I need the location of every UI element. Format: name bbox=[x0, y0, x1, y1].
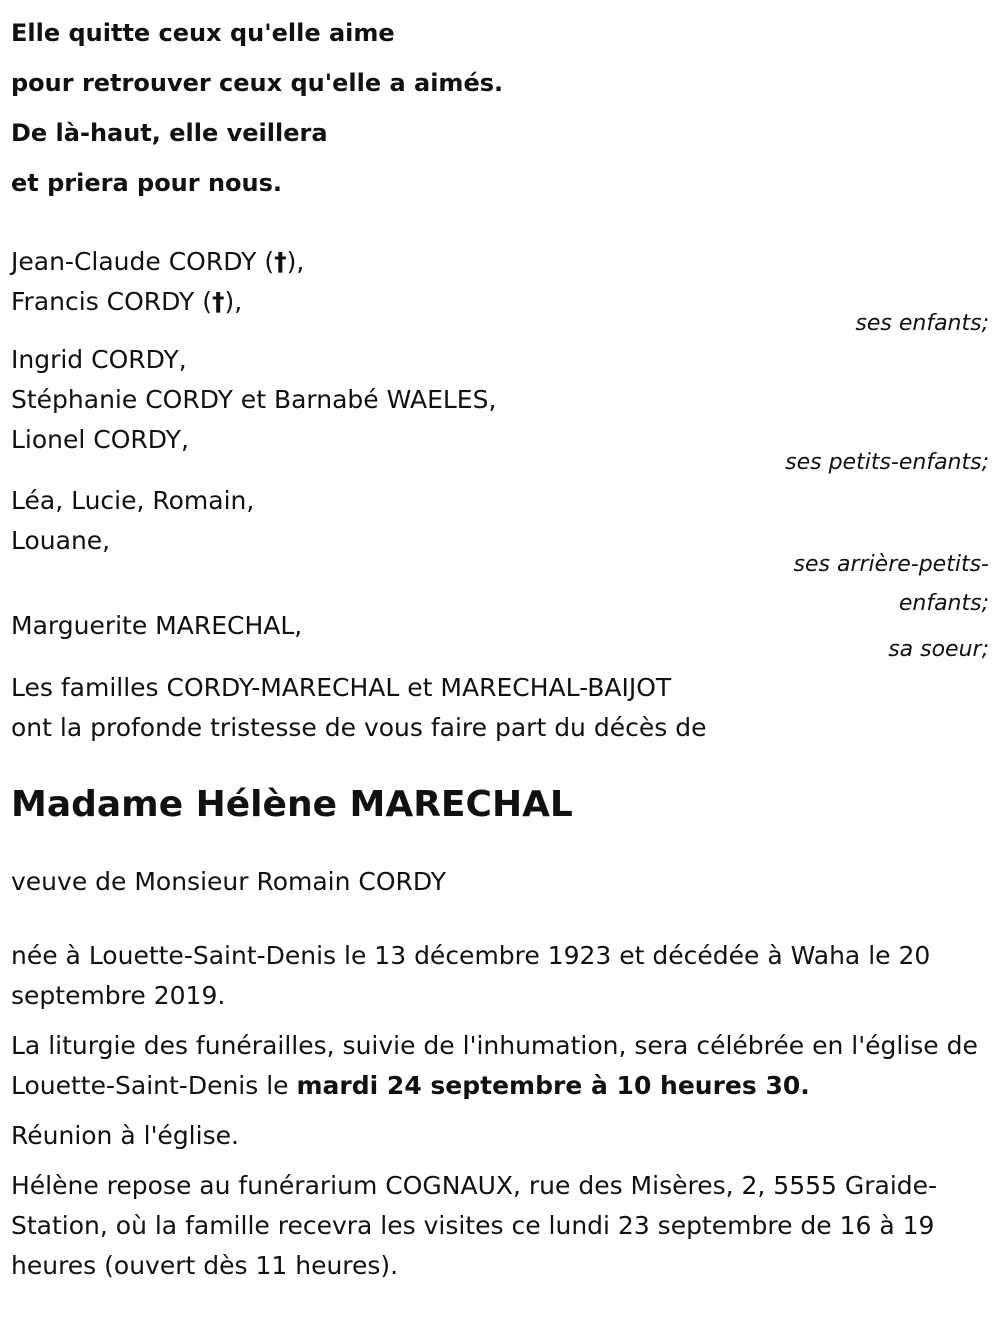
grandchild-name: Stéphanie CORDY et Barnabé WAELES, bbox=[11, 385, 497, 414]
families-line: ont la profonde tristesse de vous faire part du décès de bbox=[11, 713, 707, 742]
relation-label: enfants; bbox=[898, 591, 989, 616]
relation-label: ses enfants; bbox=[855, 311, 989, 336]
visit-info: Hélène repose au funérarium COGNAUX, rue des Misères, 2, 5555 Graide-Station, où la famille recevra les visites ce lundi 23 septembre de 16 à 19 heures (ouvert dès 11 heures). bbox=[11, 1171, 938, 1280]
relation-label: ses arrière-petits- bbox=[793, 552, 989, 577]
grandchildren-group bbox=[11, 340, 991, 483]
child-name: Francis CORDY (†), bbox=[11, 287, 243, 316]
sister-group bbox=[11, 606, 991, 670]
poem bbox=[11, 8, 991, 208]
cross-icon: † bbox=[274, 247, 287, 276]
funeral-info: La liturgie des funérailles, suivie de l'inhumation, sera célébrée en l'église de Louette-Saint-Denis le mardi 24 septembre à 10 heures 30. bbox=[11, 1031, 978, 1100]
relation-label: sa soeur; bbox=[888, 637, 989, 662]
children-group bbox=[11, 242, 991, 344]
widow-of: veuve de Monsieur Romain CORDY bbox=[11, 867, 447, 896]
grandchild-name: Ingrid CORDY, bbox=[11, 345, 187, 374]
great-grandchildren-group bbox=[11, 481, 991, 624]
great-grandchild-name: Louane, bbox=[11, 526, 111, 555]
obituary-notice bbox=[11, 0, 991, 1286]
families-group bbox=[11, 668, 991, 748]
cross-icon: † bbox=[212, 287, 225, 316]
poem-line: Elle quitte ceux qu'elle aime bbox=[11, 19, 395, 47]
funeral-date: mardi 24 septembre à 10 heures 30. bbox=[296, 1071, 810, 1100]
meeting-info: Réunion à l'église. bbox=[11, 1121, 239, 1150]
sister-name: Marguerite MARECHAL, bbox=[11, 611, 303, 640]
families-line: Les familles CORDY-MARECHAL et MARECHAL-BAIJOT bbox=[11, 673, 672, 702]
poem-line: pour retrouver ceux qu'elle a aimés. bbox=[11, 69, 504, 97]
deceased-name: Madame Hélène MARECHAL bbox=[11, 784, 573, 825]
poem-line: De là-haut, elle veillera bbox=[11, 119, 328, 147]
child-name: Jean-Claude CORDY (†), bbox=[11, 247, 305, 276]
poem-line: et priera pour nous. bbox=[11, 169, 283, 197]
great-grandchild-name: Léa, Lucie, Romain, bbox=[11, 486, 255, 515]
grandchild-name: Lionel CORDY, bbox=[11, 425, 189, 454]
relation-label: ses petits-enfants; bbox=[785, 450, 989, 475]
birth-death: née à Louette-Saint-Denis le 13 décembre 1923 et décédée à Waha le 20 septembre 2019. bbox=[11, 941, 931, 1010]
